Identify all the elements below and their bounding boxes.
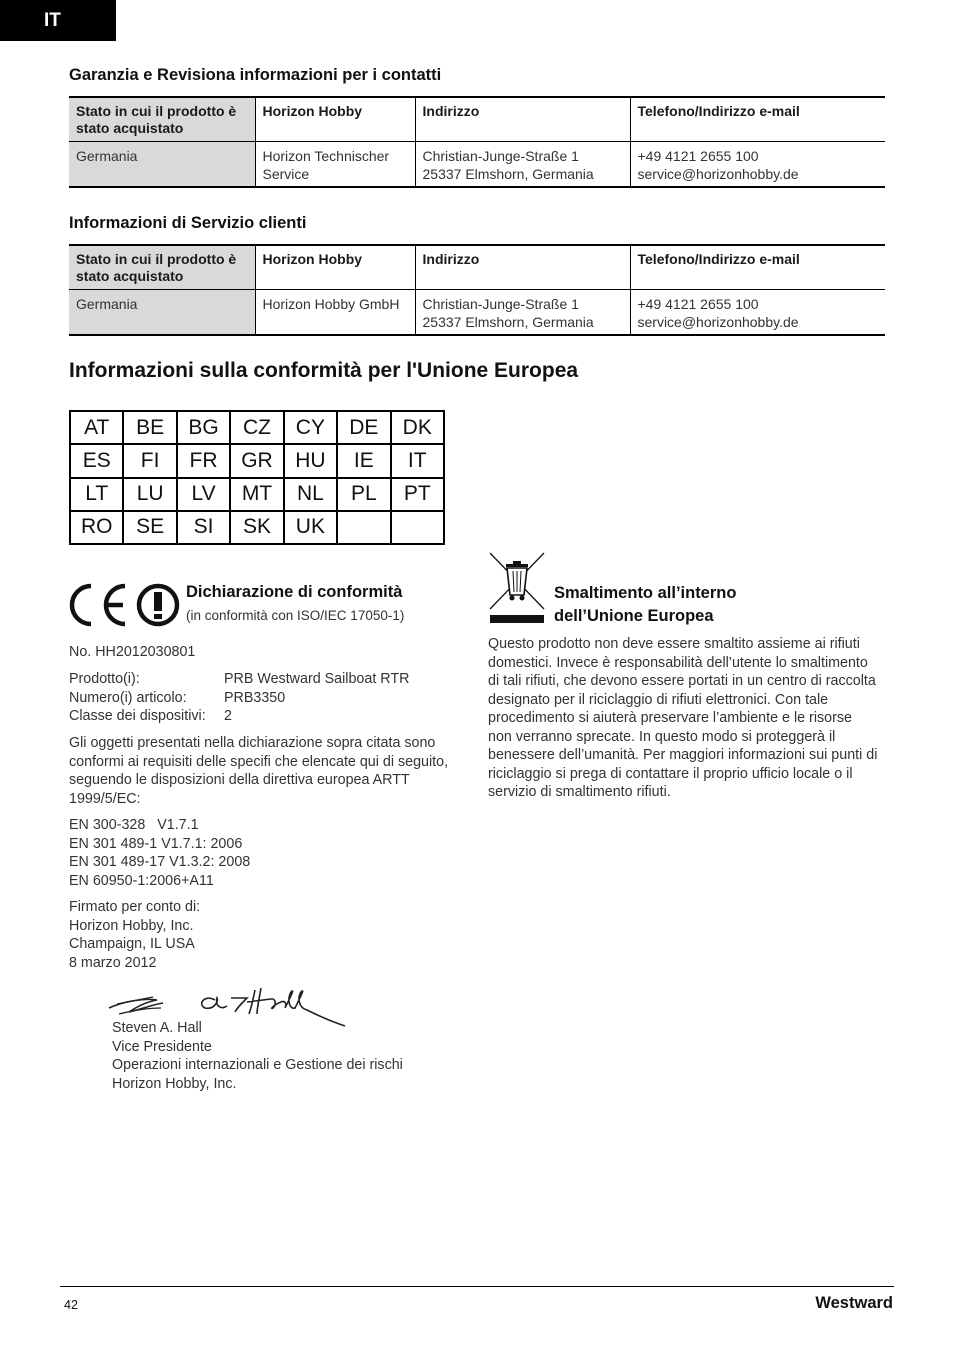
header-company: Horizon Hobby xyxy=(255,97,415,142)
country-cell: SI xyxy=(177,511,230,544)
country-cell: BE xyxy=(123,411,176,444)
header-address: Indirizzo xyxy=(415,245,630,290)
country-cell: PT xyxy=(391,478,444,511)
header-address: Indirizzo xyxy=(415,97,630,142)
item-label: Numero(i) articolo: xyxy=(69,689,187,706)
table-row xyxy=(69,290,885,336)
phone-number: +49 4121 2655 100 xyxy=(637,296,759,312)
address-line-1: Christian-Junge-Straße 1 xyxy=(422,148,579,164)
header-contact: Telefono/Indirizzo e-mail xyxy=(630,245,885,290)
country-code-grid xyxy=(69,410,445,545)
country-cell: IT xyxy=(391,444,444,477)
country-cell: IE xyxy=(337,444,390,477)
standard-item: EN 60950-1:2006+A11 xyxy=(69,872,214,889)
table-row xyxy=(69,142,885,188)
country-cell: LU xyxy=(123,478,176,511)
footer-brand: Westward xyxy=(815,1294,893,1312)
country-cell: NL xyxy=(284,478,337,511)
country-cell: BG xyxy=(177,411,230,444)
country-row xyxy=(70,511,444,544)
cell-country: Germania xyxy=(69,142,255,188)
country-cell: GR xyxy=(230,444,283,477)
language-tab: IT xyxy=(0,0,116,41)
signed-line: 8 marzo 2012 xyxy=(69,954,157,971)
country-cell: UK xyxy=(284,511,337,544)
cell-contact xyxy=(630,290,885,336)
country-cell: CY xyxy=(284,411,337,444)
country-cell xyxy=(391,511,444,544)
cell-company: Horizon Technischer Service xyxy=(255,142,415,188)
header-company: Horizon Hobby xyxy=(255,245,415,290)
country-row xyxy=(70,444,444,477)
country-cell: LT xyxy=(70,478,123,511)
warranty-contact-table xyxy=(69,96,885,188)
class-value: 2 xyxy=(224,708,232,724)
country-cell: SK xyxy=(230,511,283,544)
declaration-heading: Dichiarazione di conformità xyxy=(186,583,403,601)
country-cell: HU xyxy=(284,444,337,477)
signatory-name: Steven A. Hall xyxy=(112,1020,202,1036)
country-cell: PL xyxy=(337,478,390,511)
standard-item: EN 300-328 V1.7.1 xyxy=(69,817,199,833)
service-contact-table xyxy=(69,244,885,336)
signatory-company: Horizon Hobby, Inc. xyxy=(112,1075,237,1092)
product-row xyxy=(69,670,449,689)
item-value: PRB3350 xyxy=(224,689,286,706)
signatory-block xyxy=(112,1019,452,1093)
disposal-heading xyxy=(554,582,854,628)
cell-address xyxy=(415,142,630,188)
standard-item: EN 301 489-1 V1.7.1: 2006 xyxy=(69,835,243,852)
disposal-heading-line-1: Smaltimento all’interno xyxy=(554,584,737,602)
declaration-number: No. HH2012030801 xyxy=(69,644,196,660)
country-cell: RO xyxy=(70,511,123,544)
disposal-heading-line-2: dell’Unione Europea xyxy=(554,607,714,625)
cell-contact xyxy=(630,142,885,188)
disposal-text: Questo prodotto non deve essere smaltito assieme ai rifiuti domestici. Invece è responsabilità dell’utente lo smaltimento di tali rifiuti, che devono essere portati in un centro di raccolta designato per il riciclaggio di rifiuti elettronici. Con tale procedimento si aiuterà preservare l’ambiente e le risorse non verranno sprecate. In questo modo si proteggerà il benessere dell’umanità. Per maggiori informazioni sui punti di riciclaggio si prega di contattare il proprio ufficio locale o il servizio di smaltimento rifiuti. xyxy=(488,636,878,800)
header-contact: Telefono/Indirizzo e-mail xyxy=(630,97,885,142)
product-label: Prodotto(i): xyxy=(69,671,140,687)
ce-alert-icon xyxy=(69,582,181,628)
country-cell: AT xyxy=(70,411,123,444)
product-info xyxy=(69,670,449,726)
country-cell: LV xyxy=(177,478,230,511)
header-country: Stato in cui il prodotto è stato acquistato xyxy=(69,245,255,290)
country-row xyxy=(70,478,444,511)
country-row xyxy=(70,411,444,444)
footer-divider xyxy=(60,1286,894,1287)
cell-country: Germania xyxy=(69,290,255,336)
signed-line: Firmato per conto di: xyxy=(69,899,201,915)
address-line-2: 25337 Elmshorn, Germania xyxy=(422,165,594,182)
table-header-row xyxy=(69,245,885,290)
country-cell: SE xyxy=(123,511,176,544)
country-cell: DK xyxy=(391,411,444,444)
country-cell: ES xyxy=(70,444,123,477)
signed-block xyxy=(69,898,449,972)
country-cell: FR xyxy=(177,444,230,477)
item-row xyxy=(69,689,449,708)
phone-number: +49 4121 2655 100 xyxy=(637,148,759,164)
eu-compliance-heading: Informazioni sulla conformità per l'Unione Europea xyxy=(69,359,579,382)
country-cell: CZ xyxy=(230,411,283,444)
class-label: Classe dei dispositivi: xyxy=(69,708,206,724)
signatory-title: Vice Presidente xyxy=(112,1038,212,1055)
declaration-statement: Gli oggetti presentati nella dichiarazione sopra citata sono conformi ai requisiti delle specifi che elencate qui di seguito, seguendo le disposizioni della direttiva europea ARTT 1999/5/EC: xyxy=(69,735,449,807)
cell-company: Horizon Hobby GmbH xyxy=(255,290,415,336)
country-cell xyxy=(337,511,390,544)
page-number: 42 xyxy=(64,1298,78,1312)
country-cell: FI xyxy=(123,444,176,477)
cell-address xyxy=(415,290,630,336)
crossed-bin-icon xyxy=(488,551,546,625)
signatory-department: Operazioni internazionali e Gestione dei rischi xyxy=(112,1057,403,1073)
product-value: PRB Westward Sailboat RTR xyxy=(224,671,410,687)
standard-item: EN 301 489-17 V1.3.2: 2008 xyxy=(69,854,251,870)
signed-line: Horizon Hobby, Inc. xyxy=(69,917,194,934)
address-line-2: 25337 Elmshorn, Germania xyxy=(422,313,594,330)
email-address: service@horizonhobby.de xyxy=(637,313,799,330)
standards-list xyxy=(69,816,449,890)
service-heading: Informazioni di Servizio clienti xyxy=(69,214,307,232)
declaration-subtitle: (in conformità con ISO/IEC 17050-1) xyxy=(186,608,405,623)
signed-line: Champaign, IL USA xyxy=(69,936,195,952)
country-cell: DE xyxy=(337,411,390,444)
header-country: Stato in cui il prodotto è stato acquistato xyxy=(69,97,255,142)
address-line-1: Christian-Junge-Straße 1 xyxy=(422,296,579,312)
table-header-row xyxy=(69,97,885,142)
email-address: service@horizonhobby.de xyxy=(637,165,799,182)
country-cell: MT xyxy=(230,478,283,511)
warranty-heading: Garanzia e Revisiona informazioni per i contatti xyxy=(69,66,442,84)
class-row xyxy=(69,707,449,726)
